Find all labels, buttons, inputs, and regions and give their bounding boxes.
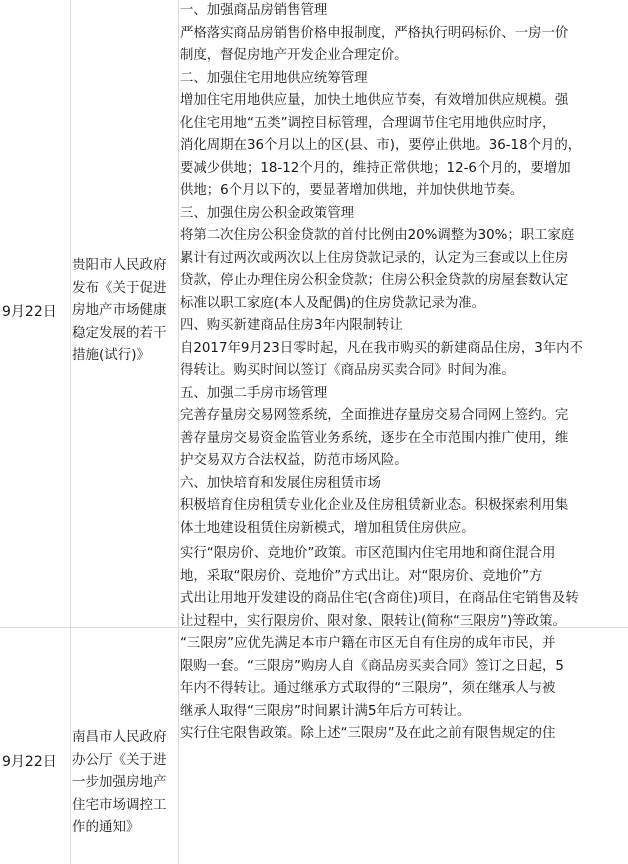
org-line: 房地产市场健康 <box>72 302 167 318</box>
issuing-document <box>72 726 180 839</box>
row-date: 9月22日 <box>2 754 57 770</box>
content-line: 地，采取“限房价、竞地价”方式出让。对“限房价、竞地价”方 <box>180 568 543 584</box>
content-line: 式出让用地开发建设的商品住宅(含商住)项目，在商品住宅销售及转 <box>180 591 579 606</box>
org-line: 措施(试行)》 <box>72 347 151 363</box>
org-line: 住宅市场调控工 <box>72 796 167 813</box>
content-line: 护交易双方合法权益，防范市场风险。 <box>180 453 408 468</box>
org-line: 发布《关于促进 <box>72 279 167 296</box>
section-heading: 二、加强住宅用地供应统筹管理 <box>180 70 368 86</box>
content-line: 消化周期在36个月以上的区(县、市)，要停止供地。36-18个月的， <box>180 138 582 153</box>
content-line: 让过程中，实行限房价、限对象、限转让(简称“三限房”)等政策。 <box>180 613 566 629</box>
content-line: 体土地建设租赁住房新模式，增加租赁住房供应。 <box>180 520 475 536</box>
section-heading: 五、加强二手房市场管理 <box>180 385 328 401</box>
content-line: 善存量房交易资金监管业务系统，逐步在全市范围内推广使用，维 <box>180 430 569 446</box>
section-heading: 四、购买新建商品住房3年内限制转让 <box>180 318 403 333</box>
org-line: 办公厅《关于进 <box>72 751 167 768</box>
content-line: “三限房”应优先满足本市户籍在市区无自有住房的成年市民，并 <box>180 636 556 651</box>
org-line: 稳定发展的若干 <box>72 324 167 341</box>
content-line: 将第二次住房公积金贷款的首付比例由20%调整为30%；职工家庭 <box>180 228 575 243</box>
content-line: 贷款，停止办理住房公积金贷款；住房公积金贷款的房屋套数认定 <box>180 273 569 288</box>
policy-content <box>180 0 626 746</box>
content-line: 累计有过两次或两次以上住房贷款记录的，认定为三套或以上住房 <box>180 250 569 266</box>
content-line: 年内不得转让。通过继承方式取得的“三限房”，须在继承人与被 <box>180 681 556 696</box>
org-line: 一步加强房地产 <box>72 774 167 790</box>
content-line: 限购一套。“三限房”购房人自《商品房买卖合同》签订之日起，5 <box>180 658 564 674</box>
content-line: 完善存量房交易网签系统，全面推进存量房交易合同网上签约。完 <box>180 408 569 423</box>
content-line: 得转让。购买时间以签订《商品房买卖合同》时间为准。 <box>180 363 515 378</box>
org-line: 南昌市人民政府 <box>72 729 167 745</box>
content-line: 标准以职工家庭(本人及配偶)的住房贷款记录为准。 <box>180 295 486 311</box>
content-line: 自2017年9月23日零时起，凡在我市购买的新建商品住房，3年内不 <box>180 340 583 356</box>
section-heading: 六、加快培育和发展住房租赁市场 <box>180 475 381 491</box>
content-line: 继承人取得“三限房”时间累计满5年后方可转让。 <box>180 703 471 719</box>
issuing-document <box>72 254 180 367</box>
column-divider <box>70 0 71 864</box>
content-line: 要减少供地；18-12个月的，维持正常供地；12-6个月的，要增加 <box>180 160 571 176</box>
content-line: 严格落实商品房销售价格申报制度，严格执行明码标价、一房一价 <box>180 25 569 41</box>
content-line: 化住宅用地“五类”调控目标管理，合理调节住宅用地供应时序， <box>180 115 556 131</box>
section-heading: 一、加强商品房销售管理 <box>180 3 328 18</box>
content-line: 积极培育住房租赁专业化企业及住房租赁新业态。积极探索利用集 <box>180 498 569 513</box>
section-heading: 三、加强住房公积金政策管理 <box>180 205 355 221</box>
row-date: 9月22日 <box>2 304 57 320</box>
content-line: 制度，督促房地产开发企业合理定价。 <box>180 48 408 63</box>
content-line: 供地；6个月以下的，要显著增加供地，并加快供地节奏。 <box>180 183 524 198</box>
org-line: 贵阳市人民政府 <box>72 257 167 273</box>
content-line: 实行“限房价、竞地价”政策。市区范围内住宅用地和商住混合用 <box>180 546 556 561</box>
content-line: 实行住宅限售政策。除上述“三限房”及在此之前有限售规定的住 <box>180 726 556 741</box>
org-line: 作的通知》 <box>72 819 140 835</box>
content-line: 增加住宅用地供应量，加快土地供应节奏，有效增加供应规模。强 <box>180 93 569 108</box>
